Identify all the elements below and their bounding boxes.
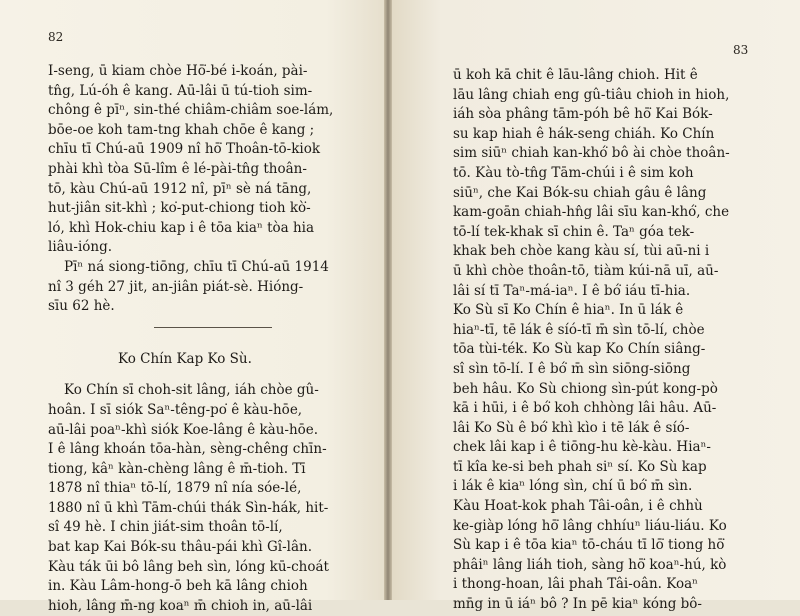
text-line: chông ê pīⁿ, sin-thé chiâm-chiâm soe-lám, — [48, 102, 334, 119]
text-line: hiaⁿ-tī, tē lák ê síó-tī m̄ sìn tō-lí, chòe — [453, 321, 705, 338]
text-line: siūⁿ, che Kai Bók-su chiah gâu ê lâng — [453, 184, 707, 201]
paragraph-3 — [48, 381, 333, 616]
section-divider — [154, 327, 272, 328]
text-line: chek lâi kap i ê tiōng-hu kè-kàu. Hiaⁿ- — [453, 439, 711, 456]
text-line: Ko Sù sī Ko Chín ê hiaⁿ. In ū lák ê — [453, 302, 684, 319]
right-page-text — [453, 66, 730, 615]
text-line: hut-jiân sit-khì ; ko͘-put-chiong tioh kò͘- — [48, 200, 311, 217]
text-line: iáh sòa phâng tām-póh bê hō͘ Kai Bók- — [453, 106, 713, 123]
text-line: tiong, kâⁿ kàn-chèng lâng ê m̄-tioh. Tī — [48, 460, 306, 477]
text-line: sî sìn tō-lí. I ê bó͘ m̄ sìn siōng-siōng — [453, 360, 691, 377]
text-line: I-seng, ū kiam chòe Hō͘-bé i-koán, pài- — [48, 63, 308, 79]
text-line: sî 49 hè. I chin jiát-sim thoân tō-lí, — [48, 519, 283, 536]
text-line: sim siūⁿ chiah kan-khó͘ bô ài chòe thoân- — [453, 145, 730, 162]
text-line: in. Kàu Lâm-hong-ō beh kā lâng chioh — [48, 578, 308, 595]
text-line: nî 3 géh 27 jit, an-jiân piát-sè. Hióng- — [48, 278, 304, 295]
text-line: I ê lâng khoán tōa-hàn, sèng-chêng chīn- — [48, 441, 327, 458]
text-line: phâiⁿ lâng liáh tioh, sàng hō͘ koaⁿ-hú, kò — [453, 556, 727, 573]
text-line: aū-lâi poaⁿ-khì siók Koe-lâng ê kàu-hōe. — [48, 421, 319, 438]
text-line: Sù kap i ê tōa kiaⁿ tō-cháu tī lō͘ tiong hō͘ — [453, 537, 725, 554]
text-line: Kàu Hoat-kok phah Tâi-oân, i ê chhù — [453, 498, 703, 515]
text-line: tn̂g, Lú-óh ê kang. Aū-lâi ū tú-tioh sim- — [48, 82, 313, 99]
text-line: bat kap Kai Bók-su thâu-pái khì Gî-lân. — [48, 539, 313, 556]
text-line: ke-giàp lóng hō͘ lâng chhíuⁿ liáu-liáu. Ko — [453, 517, 727, 534]
text-line: sīu 62 hè. — [48, 298, 115, 315]
text-line: tī kîa ke-si beh phah siⁿ sí. Ko Sù kap — [453, 458, 707, 475]
text-line: tōa tùi-ték. Ko Sù kap Ko Chín siâng- — [453, 341, 706, 358]
text-line: liâu-ióng. — [48, 239, 113, 256]
section-heading: Ko Chín Kap Ko Sù. — [118, 350, 252, 367]
text-line: chīu tī Chú-aū 1909 nî hō͘ Thoân-tō-kiok — [48, 141, 321, 158]
text-line: tō-lí tek-khak sī chin ê. Taⁿ góa tek- — [453, 223, 695, 240]
right-page — [392, 0, 800, 613]
left-page-text — [48, 62, 333, 616]
text-line: ló, khì Hok-chiu kap i ê tōa kiaⁿ tòa hia — [48, 219, 315, 236]
text-line: lâi sí tī Taⁿ-má-iaⁿ. I ê bó͘ iáu tī-hia. — [453, 282, 691, 299]
text-line: lāu lâng chiah eng gû-tiâu chioh in hioh, — [453, 86, 730, 103]
text-line: kam-goān chiah-hn̂g lâi sīu kan-khó͘, che — [453, 204, 730, 221]
text-line: 1878 nî thiaⁿ tō-lí, 1879 nî nía sóe-lé, — [48, 480, 302, 497]
text-line: kā i hūi, i ê bó͘ koh chhòng lâi hâu. Aū- — [453, 400, 717, 417]
text-line: beh hâu. Ko Sù chiong sìn-pút kong-pò — [453, 380, 718, 397]
text-line: bōe-oe koh tam-tng khah chōe ê kang ; — [48, 121, 315, 138]
text-line: mn̄g in ū iáⁿ bô ? In pē kiaⁿ kóng bô- — [453, 596, 702, 613]
text-line: i lák ê kiaⁿ lóng sìn, chí ū bó͘ m̄ sìn. — [453, 478, 693, 495]
text-line: khak beh chòe kang kàu sí, tùi aū-ni i — [453, 243, 710, 260]
text-line: tō. Kàu tò-tn̂g Tām-chúi i ê sim koh — [453, 164, 694, 181]
text-line: ū khì chòe thoân-tō, tiàm kúi-nā uī, aū- — [453, 262, 719, 279]
text-line: lâi Ko Sù ê bó͘ khì kìo i tē lák ê síó- — [453, 419, 690, 436]
text-line: ū koh kā chit ê lāu-lâng chioh. Hit ê — [453, 67, 698, 83]
text-line: hioh, lâng m̄-ng koaⁿ m̄ chioh in, aū-lâi — [48, 597, 313, 614]
text-line: hoân. I sī siók Saⁿ-têng-po͘ ê kàu-hōe, — [48, 401, 303, 418]
paragraph-2 — [48, 258, 333, 317]
text-line: tō, kàu Chú-aū 1912 nî, pīⁿ sè ná tāng, — [48, 180, 312, 197]
paragraph-1 — [48, 62, 333, 258]
text-line: 1880 nî ū khì Tām-chúi thák Sìn-hák, hit- — [48, 499, 329, 516]
text-line: Ko Chín sī choh-sit lâng, iáh chòe gû- — [64, 382, 319, 399]
book-gutter — [384, 0, 392, 600]
page-number-right: 83 — [733, 43, 749, 57]
text-line: su kap hiah ê hák-seng chiáh. Ko Chín — [453, 125, 715, 142]
text-line: phài khì tòa Sū-lîm ê lé-pài-tn̂g thoân- — [48, 160, 307, 177]
text-line: Kàu ták ūi bô lâng beh sìn, lóng kū-choát — [48, 558, 329, 575]
page-number-left: 82 — [48, 30, 64, 44]
text-line: i thong-hoan, lâi phah Tâi-oân. Koaⁿ — [453, 576, 698, 593]
text-line: Pīⁿ ná siong-tiōng, chīu tī Chú-aū 1914 — [64, 258, 329, 275]
